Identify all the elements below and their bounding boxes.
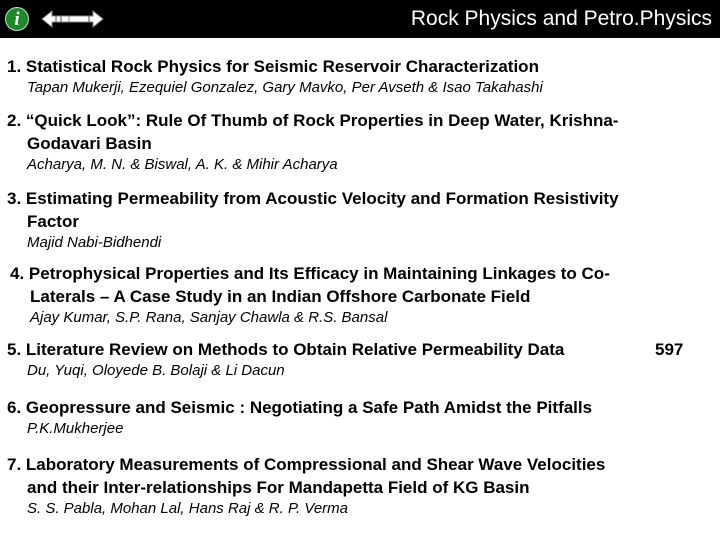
list-item — [10, 262, 610, 327]
entry-title[interactable] — [7, 55, 543, 78]
entry-title-line1: 1. Statistical Rock Physics for Seismic Reservoir Characterization — [7, 57, 539, 76]
entry-title[interactable] — [7, 396, 592, 419]
entry-title-line2: Factor — [27, 212, 79, 231]
entry-title-line1: 3. Estimating Permeability from Acoustic Velocity and Formation Resistivity — [7, 189, 619, 208]
entry-authors: Ajay Kumar, S.P. Rana, Sanjay Chawla & R.S. Bansal — [30, 309, 388, 326]
entry-authors: Du, Yuqi, Oloyede B. Bolaji & Li Dacun — [27, 362, 285, 379]
entry-title[interactable] — [7, 453, 605, 499]
entry-title-line1: 6. Geopressure and Seismic : Negotiating a Safe Path Amidst the Pitfalls — [7, 398, 593, 417]
list-item — [7, 396, 592, 438]
entry-authors: Acharya, M. N. & Biswal, A. K. & Mihir Acharya — [27, 156, 338, 173]
entry-title-line2: Laterals – A Case Study in an Indian Offshore Carbonate Field — [30, 287, 531, 306]
list-item — [7, 55, 543, 97]
entry-title-line2: Godavari Basin — [27, 134, 152, 153]
list-item — [7, 338, 564, 380]
entry-title-line1: 4. Petrophysical Properties and Its Efficacy in Maintaining Linkages to Co- — [10, 264, 610, 283]
page-title: Rock Physics and Petro.Physics — [410, 7, 712, 30]
list-item — [7, 453, 605, 518]
entry-title-line1: 2. “Quick Look”: Rule Of Thumb of Rock Properties in Deep Water, Krishna- — [7, 111, 619, 130]
entry-title-line1: 5. Literature Review on Methods to Obtain Relative Permeability Data — [7, 340, 565, 359]
entry-authors: S. S. Pabla, Mohan Lal, Hans Raj & R. P. Verma — [27, 500, 348, 517]
entry-title[interactable] — [7, 338, 564, 361]
entry-authors: P.K.Mukherjee — [27, 420, 124, 437]
list-item — [7, 109, 618, 174]
entry-title[interactable] — [7, 109, 618, 155]
entry-title-line2: and their Inter-relationships For Mandapetta Field of KG Basin — [27, 478, 530, 497]
entry-authors: Majid Nabi-Bidhendi — [27, 234, 162, 251]
info-glyph: i — [14, 9, 20, 30]
entry-title[interactable] — [7, 187, 619, 233]
entry-title[interactable] — [10, 262, 610, 308]
page-number: 597 — [655, 340, 684, 359]
entry-title-line1: 7. Laboratory Measurements of Compressional and Shear Wave Velocities — [7, 455, 606, 474]
entry-authors: Tapan Mukerji, Ezequiel Gonzalez, Gary Mavko, Per Avseth & Isao Takahashi — [27, 79, 543, 96]
list-item — [7, 187, 619, 252]
